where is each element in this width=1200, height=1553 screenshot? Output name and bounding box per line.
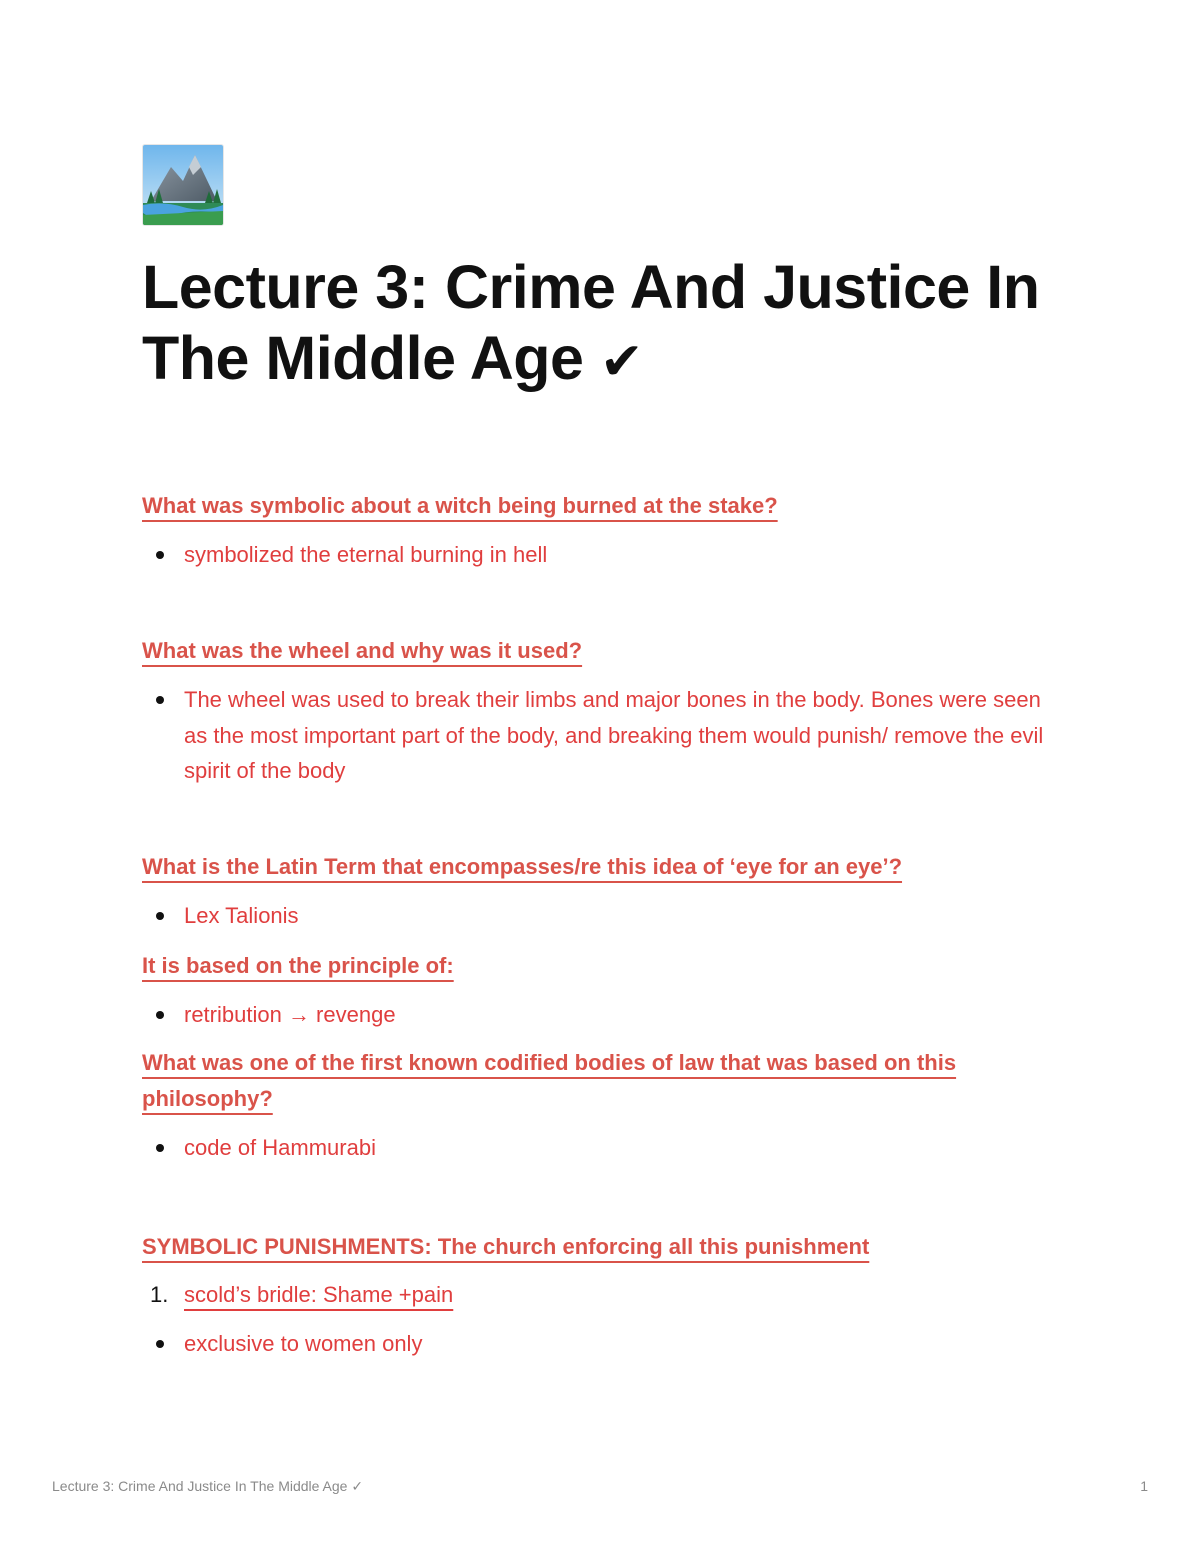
- bullet-dot-icon: [156, 551, 164, 559]
- question-heading: What was symbolic about a witch being burned at the stake?: [142, 493, 778, 518]
- question-heading: It is based on the principle of:: [142, 953, 454, 978]
- section-latin-term: [142, 849, 1062, 934]
- bullet-dot-icon: [156, 1144, 164, 1152]
- list-item: Lex Talionis: [142, 898, 1062, 934]
- page-title: [142, 252, 1102, 398]
- bullet-dot-icon: [156, 1340, 164, 1348]
- bullet-dot-icon: [156, 696, 164, 704]
- list-item: exclusive to women only: [142, 1326, 1062, 1362]
- list-item: code of Hammurabi: [142, 1130, 1042, 1166]
- section-symbolic-punishments: [142, 1229, 1062, 1362]
- question-heading: What is the Latin Term that encompasses/re this idea of ‘eye for an eye’?: [142, 854, 903, 879]
- list-item: symbolized the eternal burning in hell: [142, 537, 1062, 573]
- bullet-dot-icon: [156, 912, 164, 920]
- bullet-dot-icon: [156, 1011, 164, 1019]
- check-mark-icon: ✔: [599, 333, 644, 391]
- question-heading: SYMBOLIC PUNISHMENTS: The church enforcing all this punishment: [142, 1234, 870, 1259]
- list-item: The wheel was used to break their limbs and major bones in the body. Bones were seen as the most important part of the body, and breaking them would punish/ remove the evil spirit of the body: [142, 682, 1064, 789]
- section-witch-burning: [142, 488, 1062, 573]
- section-codified-law: [142, 1045, 1042, 1166]
- page-number: 1: [1140, 1478, 1148, 1494]
- section-principle: [142, 948, 1062, 1033]
- page-title-text: Lecture 3: Crime And Justice In The Middle Age: [142, 253, 1040, 392]
- mountain-landscape-icon: [142, 144, 224, 226]
- numbered-list-item: 1. scold’s bridle: Shame +pain: [142, 1277, 1062, 1313]
- list-number: 1.: [150, 1282, 169, 1307]
- question-heading: What was one of the first known codified bodies of law that was based on this philosophy?: [142, 1050, 957, 1111]
- section-wheel: [142, 633, 1062, 789]
- question-heading: What was the wheel and why was it used?: [142, 638, 583, 663]
- list-item: retribution → revenge: [142, 997, 1062, 1033]
- footer-title: Lecture 3: Crime And Justice In The Middle Age ✓: [52, 1478, 364, 1494]
